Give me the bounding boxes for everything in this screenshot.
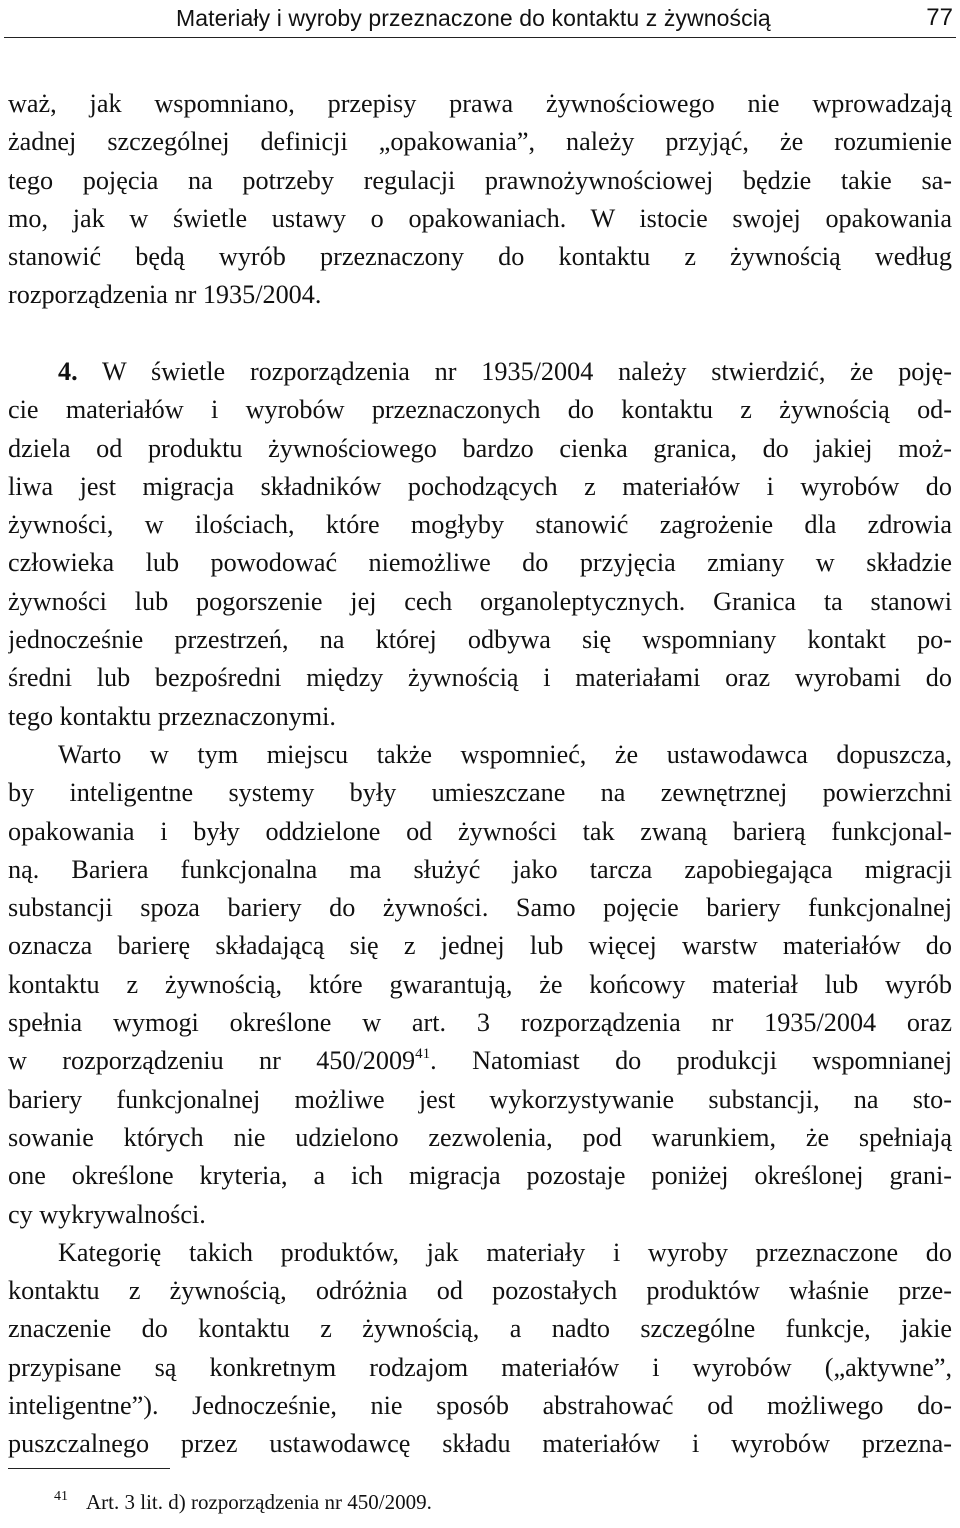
text-line: żywności lub pogorszenie jej cech organoleptycznych. Granica ta stanowi [8, 586, 952, 616]
text-line: by inteligentne systemy były umieszczane na zewnętrznej powierzchni [8, 778, 952, 808]
text-line: żadnej szczególnej definicji „opakowania”, należy przyjąć, że rozumienie [8, 127, 952, 157]
running-header-title: Materiały i wyroby przeznaczone do kontaktu z żywnością [176, 5, 771, 31]
text-line: puszczalnego przez ustawodawcę składu materiałów i wyrobów przezna- [8, 1429, 952, 1459]
footnote [54, 1490, 432, 1515]
text-line: stanowić będą wyrób przeznaczony do kontaktu z żywnością według [8, 242, 952, 272]
text-line-first [8, 353, 952, 391]
paragraph-continued [8, 85, 952, 315]
section-4 [8, 353, 952, 1464]
text-line: sowanie których nie udzielono zezwolenia, pod warunkiem, że spełniają [8, 1122, 952, 1152]
text-line: opakowania i były oddzielone od żywności tak zwaną barierą funkcjonal- [8, 816, 952, 846]
text-line: liwa jest migracja składników pochodzących z materiałów i wyrobów do [8, 471, 952, 501]
text-line: przypisane są konkretnym rodzajom materiałów i wyrobów („aktywne”, [8, 1352, 952, 1382]
text-line: średni lub bezpośredni między żywnością i materiałami oraz wyrobami do [8, 663, 952, 693]
page-number: 77 [926, 4, 953, 31]
text-line: kontaktu z żywnością, odróżnia od pozostałych produktów właśnie prze- [8, 1276, 952, 1306]
text-line: spełnia wymogi określone w art. 3 rozporządzenia nr 1935/2004 oraz [8, 1008, 952, 1038]
text-line: inteligentne”). Jednocześnie, nie sposób abstrahować od możliwego do- [8, 1391, 952, 1421]
text-line: substancji spoza bariery do żywności. Samo pojęcie bariery funkcjonalnej [8, 893, 952, 923]
text-line-content: W świetle rozporządzenia nr 1935/2004 należy stwierdzić, że poję- [101, 357, 952, 386]
text-line [8, 736, 952, 774]
text-line: one określone kryteria, a ich migracja pozostaje poniżej określonej grani- [8, 1161, 952, 1191]
text-line-content: Warto w tym miejscu także wspomnieć, że ustawodawca dopuszcza, [58, 739, 952, 769]
text-line: żywności, w ilościach, które mogłyby stanowić zagrożenie dla zdrowia [8, 510, 952, 540]
text-line: tego pojęcia na potrzeby regulacji prawnożywnościowej będzie takie sa- [8, 165, 952, 195]
text-line [8, 1042, 952, 1080]
text-line: jednocześnie przestrzeń, na której odbywa się wspomniany kontakt po- [8, 625, 952, 655]
text-line-content: . Natomiast do produkcji wspomnianej [430, 1046, 952, 1076]
footnote-separator [8, 1468, 170, 1469]
text-line: oznacza barierę składającą się z jednej lub więcej warstw materiałów do [8, 931, 952, 961]
text-line-content: Kategorię takich produktów, jak materiały i wyroby przeznaczone do [58, 1237, 952, 1267]
text-line: rozporządzenia nr 1935/2004. [8, 280, 322, 310]
section-number: 4. [58, 357, 78, 386]
text-line: ną. Bariera funkcjonalna ma służyć jako tarcza zapobiegająca migracji [8, 854, 952, 884]
text-line: dziela od produktu żywnościowego bardzo cienka granica, do jakiej moż- [8, 433, 952, 463]
footnote-marker: 41 [54, 1489, 68, 1504]
text-line: cie materiałów i wyrobów przeznaczonych do kontaktu z żywnością od- [8, 395, 952, 425]
text-line: człowieka lub powodować niemożliwe do przyjęcia zmiany w składzie [8, 548, 952, 578]
text-line: cy wykrywalności. [8, 1199, 206, 1229]
footnote-reference: 41 [415, 1046, 431, 1063]
footnote-text: Art. 3 lit. d) rozporządzenia nr 450/2009. [86, 1490, 432, 1514]
text-line: znaczenie do kontaktu z żywnością, a nadto szczególne funkcje, jakie [8, 1314, 952, 1344]
text-line: mo, jak w świetle ustawy o opakowaniach. W istocie swojej opakowania [8, 203, 952, 233]
text-line: waż, jak wspomniano, przepisy prawa żywnościowego nie wprowadzają [8, 89, 952, 118]
text-line: bariery funkcjonalnej możliwe jest wykorzystywanie substancji, na sto- [8, 1084, 952, 1114]
running-header [4, 0, 956, 38]
text-line [8, 1234, 952, 1272]
text-line-content: w rozporządzeniu nr 450/2009 [8, 1046, 416, 1076]
text-line: kontaktu z żywnością, które gwarantują, że końcowy materiał lub wyrób [8, 969, 952, 999]
text-line: tego kontaktu przeznaczonymi. [8, 701, 336, 731]
